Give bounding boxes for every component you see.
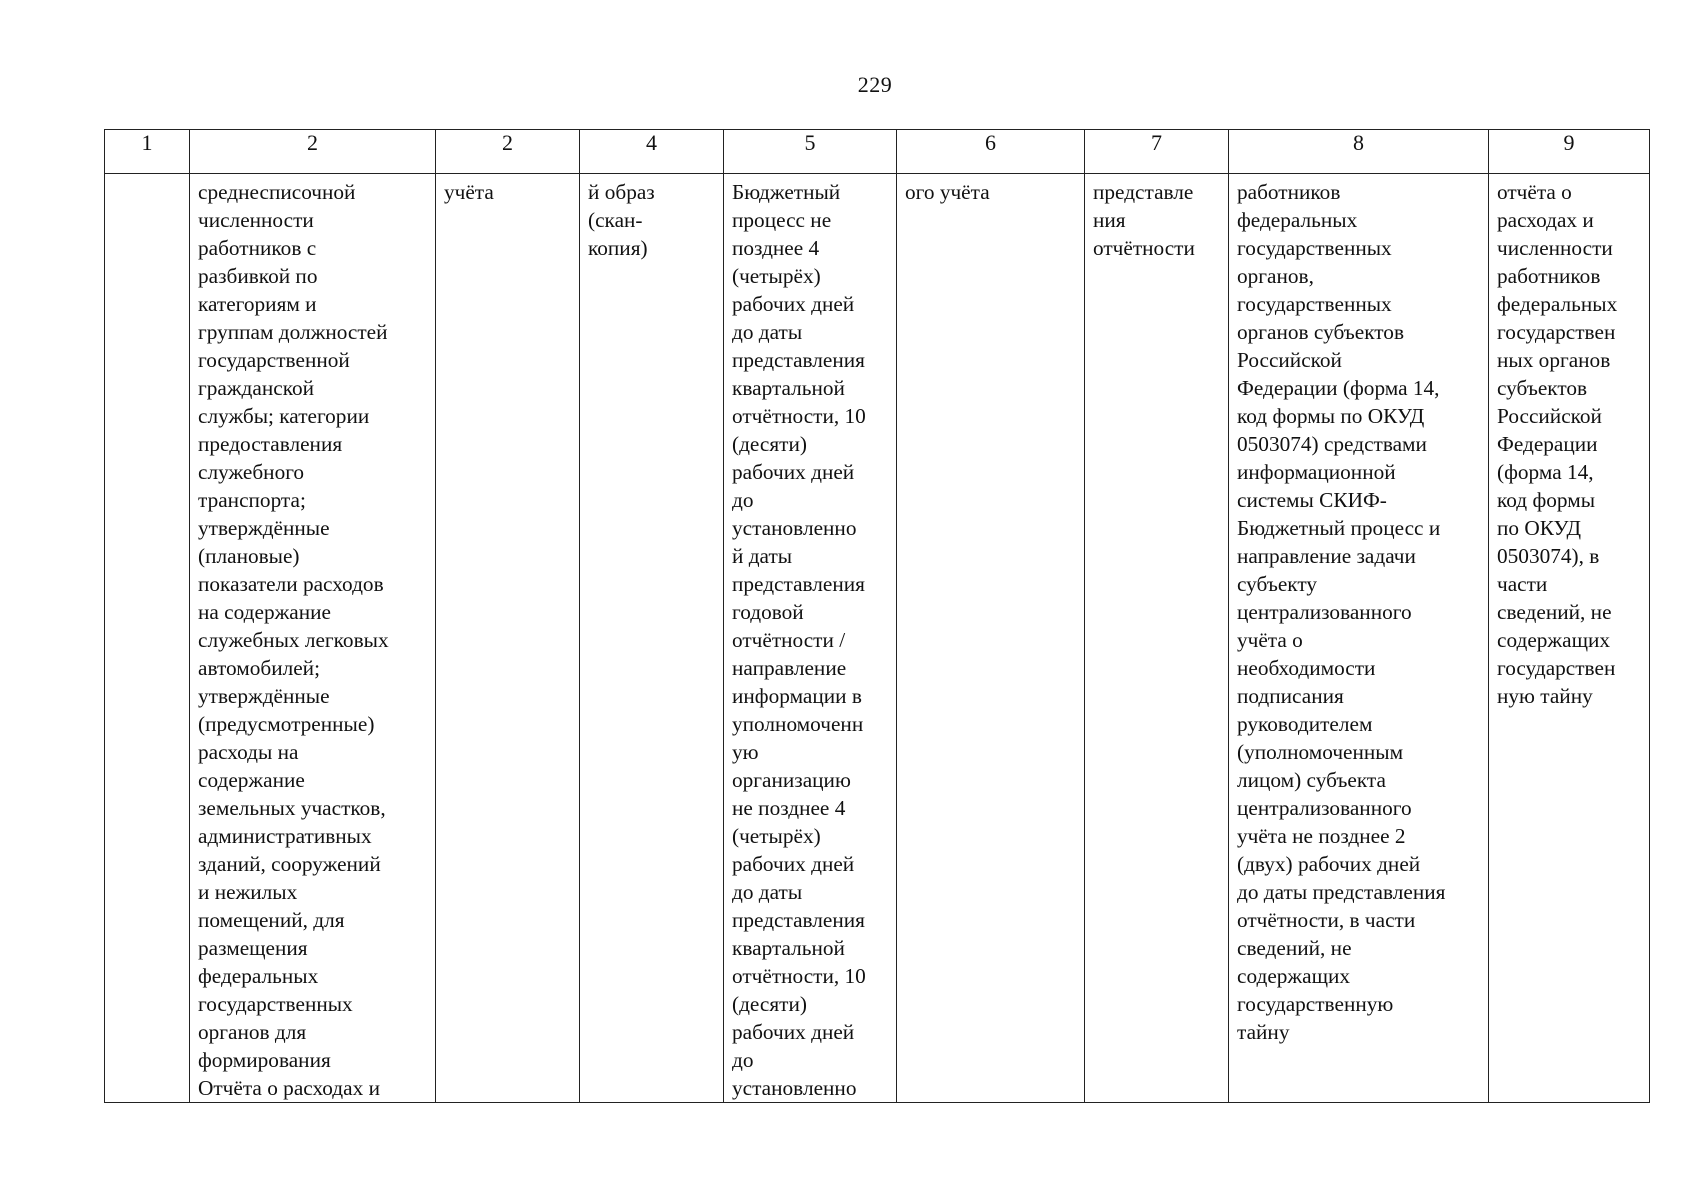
- page-number: 229: [857, 72, 893, 97]
- cell-col1-text: [105, 174, 189, 178]
- column-header-3: 2: [436, 130, 580, 174]
- cell-col7: [1085, 174, 1229, 1103]
- column-header-8: 8: [1229, 130, 1489, 174]
- cell-col2-text: среднесписочной численности работников с разбивкой по категориям и группам должностей государственной гражданской службы; категории предоставления служебного транспорта; утверждённые (плановые) показатели расходов на содержание служебных легковых автомобилей; утверждённые (предусмотренные) расходы на содержание земельных участков, административных зданий, сооружений и нежилых помещений, для размещения федеральных государственных органов для формирования Отчёта о расходах и: [198, 180, 389, 1100]
- cell-col4-text: й образ (скан- копия): [588, 180, 655, 260]
- cell-col3: [436, 174, 580, 1103]
- table-row: [105, 174, 1650, 1103]
- column-header-5: 5: [724, 130, 897, 174]
- cell-col4: [580, 174, 724, 1103]
- column-header-6: 6: [897, 130, 1085, 174]
- cell-col5: [724, 174, 897, 1103]
- table-header-row: [105, 130, 1650, 174]
- cell-col9: [1489, 174, 1650, 1103]
- cell-col6-text: ого учёта: [905, 180, 990, 204]
- cell-col9-text: отчёта о расходах и численности работников федеральных государствен ных органов субъектов Российской Федерации (форма 14, код формы по ОКУД 0503074), в части сведений, не содержащих государствен ную тайну: [1497, 180, 1618, 708]
- column-header-1: 1: [105, 130, 190, 174]
- column-header-2: 2: [190, 130, 436, 174]
- cell-col8-text: работников федеральных государственных органов, государственных органов субъектов Российской Федерации (форма 14, код формы по ОКУД 0503074) средствами информационной системы СКИФ- Бюджетный процесс и направление задачи субъекту централизованного учёта о необходимости подписания руководителем (уполномоченным лицом) субъекта централизованного учёта не позднее 2 (двух) рабочих дней до даты представления отчётности, в части сведений, не содержащих государственную тайну: [1237, 180, 1446, 1044]
- cell-col2: [190, 174, 436, 1103]
- cell-col6: [897, 174, 1085, 1103]
- document-table: [104, 129, 1650, 1103]
- column-header-9: 9: [1489, 130, 1650, 174]
- column-header-4: 4: [580, 130, 724, 174]
- cell-col7-text: представле ния отчётности: [1093, 180, 1195, 260]
- column-header-7: 7: [1085, 130, 1229, 174]
- cell-col3-text: учёта: [444, 180, 494, 204]
- cell-col5-text: Бюджетный процесс не позднее 4 (четырёх) рабочих дней до даты представления квартальной отчётности, 10 (десяти) рабочих дней до установленно й даты представления годовой отчётности / направление информации в уполномоченн ую организацию не позднее 4 (четырёх) рабочих дней до даты представления квартальной отчётности, 10 (десяти) рабочих дней до установленно: [732, 180, 866, 1100]
- cell-col8: [1229, 174, 1489, 1103]
- cell-col1: [105, 174, 190, 1103]
